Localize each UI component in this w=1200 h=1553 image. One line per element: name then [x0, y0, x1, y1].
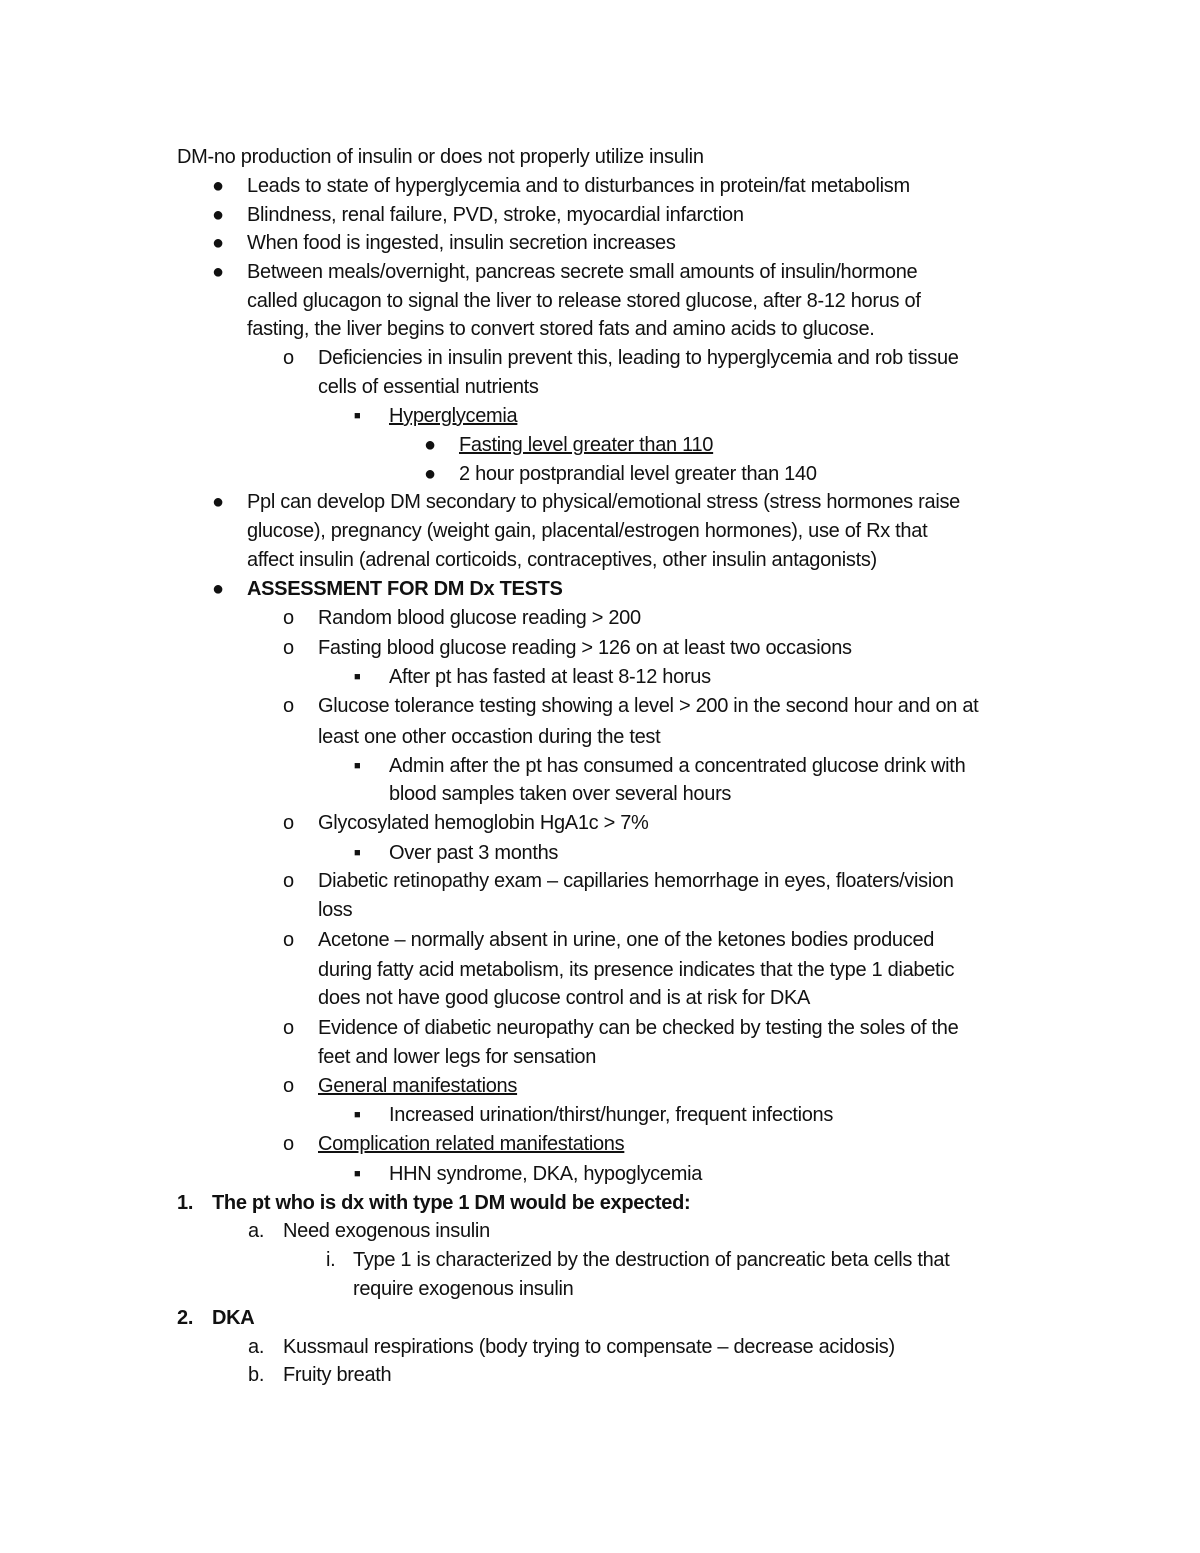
square-marker: ■: [354, 410, 361, 422]
bullet-text-cont: glucose), pregnancy (weight gain, placental/estrogen hormones), use of Rx that: [247, 520, 928, 542]
test-item: Fasting blood glucose reading > 126 on at least two occasions: [318, 637, 852, 659]
test-item-cont: during fatty acid metabolism, its presence indicates that the type 1 diabetic: [318, 959, 955, 981]
test-item: Random blood glucose reading > 200: [318, 607, 641, 629]
square-marker: ■: [354, 847, 361, 859]
circle-marker: o: [283, 607, 294, 629]
test-sub-item: HHN syndrome, DKA, hypoglycemia: [389, 1163, 703, 1185]
numbered-sub-item: Fruity breath: [283, 1364, 392, 1386]
test-sub-item: Over past 3 months: [389, 842, 559, 864]
bullet-marker: ●: [212, 261, 224, 283]
fasting-level-text: Fasting level greater than 110: [459, 434, 714, 456]
test-item: Diabetic retinopathy exam – capillaries hemorrhage in eyes, floaters/vision: [318, 870, 954, 892]
numbered-sub-item: Kussmaul respirations (body trying to compensate – decrease acidosis): [283, 1336, 895, 1358]
bullet-marker: ●: [424, 434, 436, 456]
numbered-sub-sub-item-cont: require exogenous insulin: [353, 1278, 574, 1300]
numbered-sub-sub-item: Type 1 is characterized by the destruction of pancreatic beta cells that: [353, 1249, 950, 1271]
intro-line: DM-no production of insulin or does not properly utilize insulin: [177, 146, 704, 168]
bullet-marker: ●: [212, 175, 224, 197]
bullet-marker: ●: [212, 491, 224, 513]
numbered-sub-item: Need exogenous insulin: [283, 1220, 490, 1242]
circle-marker: o: [283, 347, 294, 369]
numbered-heading: DKA: [212, 1307, 255, 1329]
test-sub-item: After pt has fasted at least 8-12 horus: [389, 666, 711, 688]
test-item-cont: least one other occastion during the test: [318, 726, 661, 748]
test-item-cont: feet and lower legs for sensation: [318, 1046, 597, 1068]
number-marker: 2.: [177, 1307, 194, 1329]
sub-bullet-text: Deficiencies in insulin prevent this, leading to hyperglycemia and rob tissue: [318, 347, 959, 369]
bullet-text: Between meals/overnight, pancreas secrete small amounts of insulin/hormone: [247, 261, 918, 283]
test-item: Glucose tolerance testing showing a level > 200 in the second hour and on at: [318, 695, 979, 717]
test-item: Glycosylated hemoglobin HgA1c > 7%: [318, 812, 649, 834]
circle-marker: o: [283, 812, 294, 834]
bullet-marker: ●: [424, 463, 436, 485]
sub-bullet-text-cont: cells of essential nutrients: [318, 376, 539, 398]
circle-marker: o: [283, 870, 294, 892]
test-item-cont: loss: [318, 899, 353, 921]
circle-marker: o: [283, 637, 294, 659]
circle-marker: o: [283, 1133, 294, 1155]
letter-marker: a.: [248, 1336, 265, 1358]
square-marker: ■: [354, 760, 361, 772]
bullet-text-cont: fasting, the liver begins to convert stored fats and amino acids to glucose.: [247, 318, 875, 340]
bullet-marker: ●: [212, 578, 224, 600]
circle-marker: o: [283, 1017, 294, 1039]
letter-marker: b.: [248, 1364, 265, 1386]
numbered-heading: The pt who is dx with type 1 DM would be expected:: [212, 1192, 691, 1214]
square-marker: ■: [354, 1168, 361, 1180]
assessment-heading: ASSESSMENT FOR DM Dx TESTS: [247, 578, 563, 600]
test-item: Acetone – normally absent in urine, one of the ketones bodies produced: [318, 929, 935, 951]
bullet-text: Ppl can develop DM secondary to physical/emotional stress (stress hormones raise: [247, 491, 960, 513]
general-manifestations-heading: General manifestations: [318, 1075, 518, 1097]
circle-marker: o: [283, 1075, 294, 1097]
square-marker: ■: [354, 1109, 361, 1121]
circle-marker: o: [283, 695, 294, 717]
test-item: Evidence of diabetic neuropathy can be checked by testing the soles of the: [318, 1017, 959, 1039]
hyperglycemia-heading: Hyperglycemia: [389, 405, 518, 427]
bullet-text-cont: affect insulin (adrenal corticoids, contraceptives, other insulin antagonists): [247, 549, 877, 571]
test-sub-item: Increased urination/thirst/hunger, frequent infections: [389, 1104, 834, 1126]
square-marker: ■: [354, 671, 361, 683]
bullet-text: When food is ingested, insulin secretion increases: [247, 232, 676, 254]
circle-marker: o: [283, 929, 294, 951]
letter-marker: a.: [248, 1220, 265, 1242]
test-item-cont: does not have good glucose control and is at risk for DKA: [318, 987, 811, 1009]
complication-manifestations-heading: Complication related manifestations: [318, 1133, 625, 1155]
number-marker: 1.: [177, 1192, 194, 1214]
bullet-text-cont: called glucagon to signal the liver to release stored glucose, after 8-12 horus of: [247, 290, 921, 312]
bullet-marker: ●: [212, 204, 224, 226]
postprandial-text: 2 hour postprandial level greater than 140: [459, 463, 817, 485]
bullet-text: Blindness, renal failure, PVD, stroke, myocardial infarction: [247, 204, 744, 226]
bullet-text: Leads to state of hyperglycemia and to disturbances in protein/fat metabolism: [247, 175, 910, 197]
bullet-marker: ●: [212, 232, 224, 254]
roman-marker: i.: [326, 1249, 336, 1271]
test-sub-item-cont: blood samples taken over several hours: [389, 783, 732, 805]
test-sub-item: Admin after the pt has consumed a concentrated glucose drink with: [389, 755, 966, 777]
